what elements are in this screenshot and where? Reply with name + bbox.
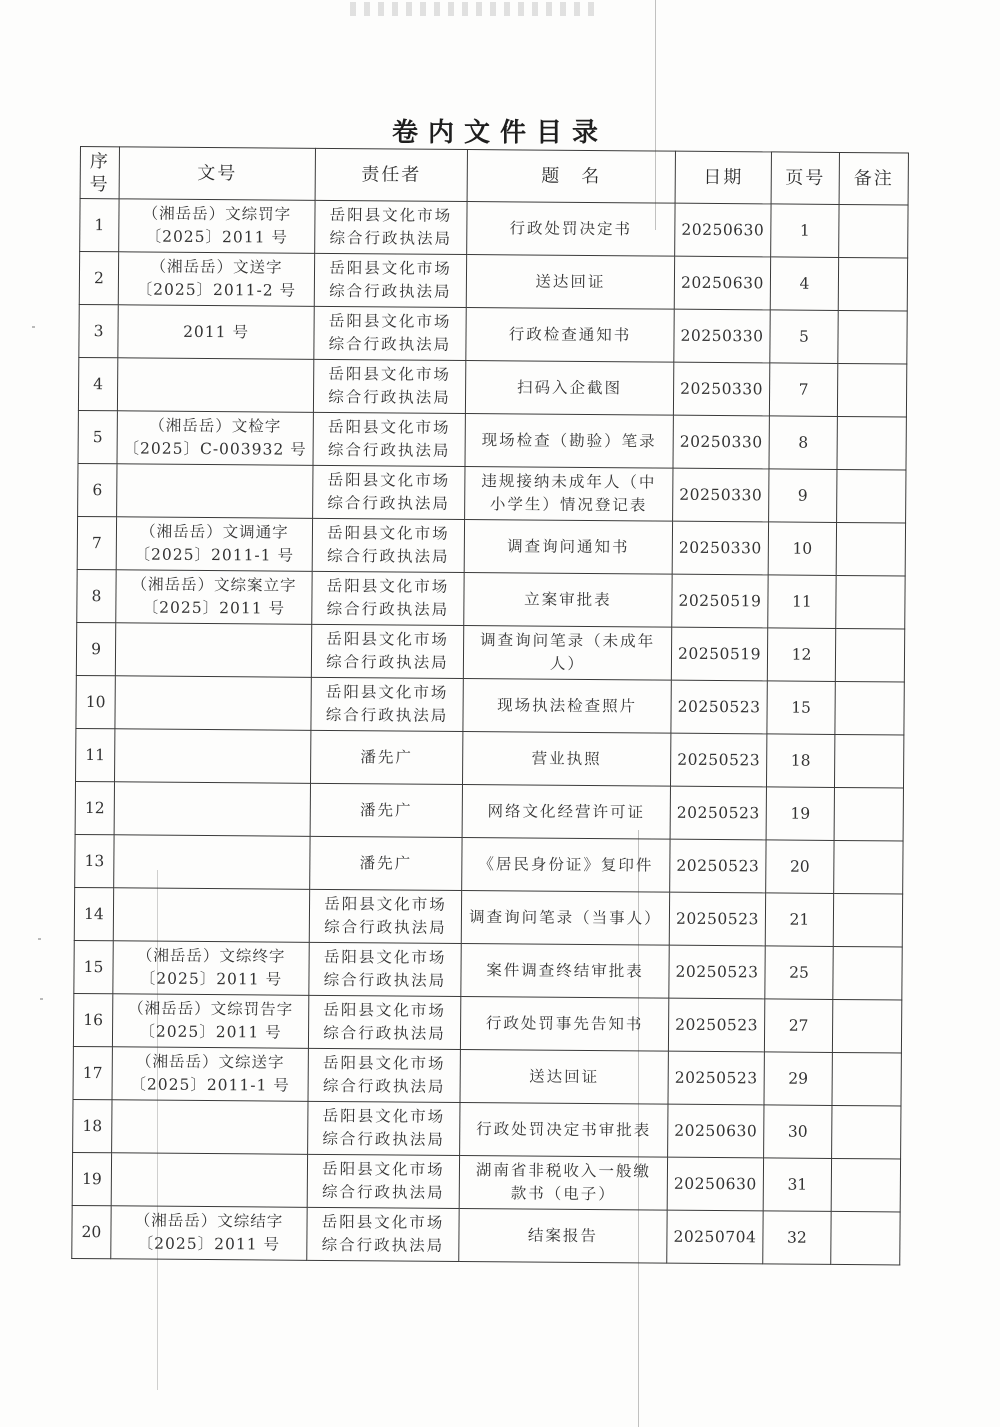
cell-page: 21 [765, 893, 833, 947]
cell-doc-no [118, 252, 314, 307]
doc-no-line: 〔2025〕2011 号 [139, 1022, 282, 1042]
table-row [73, 1046, 901, 1106]
header-remark: 备注 [839, 152, 908, 205]
header-doc-no: 文号 [119, 147, 315, 201]
cell-remark [837, 363, 906, 417]
doc-no-line: 2011 号 [183, 322, 250, 341]
scan-speck [38, 938, 41, 940]
cell-page: 31 [763, 1158, 831, 1212]
responsible-line: 岳阳县文化市场 [328, 311, 452, 331]
subject-line: 现场执法检查照片 [497, 695, 638, 715]
responsible-line: 岳阳县文化市场 [329, 258, 452, 278]
responsible-line: 综合行政执法局 [322, 1076, 446, 1096]
doc-no-line: 〔2025〕2011-2 号 [136, 280, 297, 300]
doc-no-line: （湘岳岳）文调通字 [140, 522, 289, 542]
doc-no-line: 〔2025〕C-003932 号 [123, 439, 307, 459]
subject-line: 调查询问笔录（当事人） [469, 907, 662, 928]
cell-responsible [313, 465, 465, 519]
cell-responsible [314, 253, 466, 307]
table-row [76, 728, 904, 788]
cell-page: 11 [768, 575, 836, 629]
cell-subject [459, 1209, 667, 1264]
cell-remark [835, 628, 904, 682]
cell-date: 20250519 [671, 627, 767, 681]
cell-page: 19 [766, 787, 834, 841]
cell-page: 30 [764, 1105, 832, 1159]
cell-date: 20250523 [668, 998, 764, 1052]
responsible-line: 岳阳县文化市场 [324, 894, 447, 914]
cell-doc-no [113, 888, 309, 943]
subject-line: 营业执照 [531, 749, 602, 768]
responsible-line: 岳阳县文化市场 [329, 205, 453, 225]
cell-page: 9 [769, 469, 837, 523]
cell-date: 20250704 [667, 1210, 763, 1264]
cell-date: 20250523 [668, 1051, 764, 1105]
doc-no-line: 〔2025〕2011 号 [142, 598, 286, 618]
responsible-line: 综合行政执法局 [329, 228, 453, 248]
cell-date: 20250523 [670, 786, 766, 840]
cell-responsible [313, 412, 465, 466]
cell-responsible [314, 306, 466, 360]
cell-subject [466, 255, 674, 310]
responsible-line: 综合行政执法局 [329, 281, 452, 301]
cell-subject [462, 838, 670, 893]
header-date: 日期 [675, 151, 771, 204]
cell-doc-no [116, 517, 312, 572]
cell-subject [466, 308, 674, 363]
responsible-line: 综合行政执法局 [325, 705, 449, 725]
cell-responsible [307, 1207, 459, 1261]
doc-no-line: 〔2025〕2011 号 [145, 227, 289, 247]
cell-seq: 15 [74, 940, 113, 993]
header-responsible: 责任者 [315, 148, 467, 201]
cell-responsible [309, 889, 461, 943]
responsible-line: 综合行政执法局 [327, 493, 451, 513]
cell-page: 10 [768, 522, 836, 576]
cell-subject [465, 361, 673, 416]
responsible-line: 岳阳县文化市场 [325, 682, 449, 702]
cell-responsible [312, 571, 464, 625]
responsible-line: 岳阳县文化市场 [327, 417, 451, 437]
responsible-line: 综合行政执法局 [328, 334, 452, 354]
doc-no-line: （湘岳岳）文综结字 [134, 1211, 284, 1231]
table-row [79, 252, 907, 312]
cell-date: 20250630 [668, 1104, 764, 1158]
cell-date: 20250330 [673, 415, 769, 469]
cell-subject [462, 732, 670, 787]
responsible-line: 综合行政执法局 [326, 546, 450, 566]
cell-doc-no [119, 199, 315, 254]
cell-seq: 5 [78, 410, 117, 463]
cell-date: 20250330 [672, 521, 768, 575]
header-page: 页号 [771, 152, 839, 205]
doc-no-line: 〔2025〕2011 号 [139, 969, 283, 989]
cell-date: 20250630 [674, 256, 770, 310]
cell-responsible [313, 359, 465, 413]
cell-seq: 14 [74, 887, 113, 940]
cell-doc-no [117, 411, 313, 466]
cell-subject [460, 997, 668, 1052]
cell-remark [834, 734, 903, 788]
responsible-line: 潘先广 [360, 747, 414, 767]
scan-speck [32, 326, 35, 328]
cell-responsible [311, 677, 463, 731]
table-row [76, 675, 904, 735]
cell-subject [465, 467, 673, 522]
cell-date: 20250330 [674, 309, 770, 363]
responsible-line: 潘先广 [359, 800, 413, 820]
cell-seq: 7 [77, 516, 116, 569]
subject-line: 案件调查终结审批表 [486, 960, 644, 980]
subject-line: 行政处罚决定书审批表 [476, 1119, 652, 1140]
cell-responsible [308, 1101, 460, 1155]
cell-remark [832, 1052, 901, 1106]
subject-line: 违规接纳未成年人（中 [481, 472, 657, 492]
subject-line: 行政检查通知书 [508, 324, 632, 344]
cell-subject [460, 1103, 668, 1158]
subject-line: 调查询问笔录（未成年 [480, 631, 656, 651]
responsible-line: 岳阳县文化市场 [327, 523, 450, 543]
responsible-line: 岳阳县文化市场 [328, 364, 452, 384]
cell-seq: 13 [75, 834, 114, 887]
cell-remark [835, 681, 904, 735]
doc-no-line: （湘岳岳）文送字 [150, 257, 283, 277]
responsible-line: 综合行政执法局 [321, 1182, 445, 1202]
cell-remark [832, 999, 901, 1053]
subject-line: 送达回证 [529, 1067, 600, 1086]
cell-remark [834, 787, 903, 841]
cell-seq: 19 [72, 1152, 111, 1205]
cell-remark [836, 522, 905, 576]
table-row [75, 834, 903, 894]
cell-remark [831, 1211, 900, 1265]
subject-line: 立案审批表 [524, 590, 612, 609]
cell-responsible [310, 836, 462, 890]
subject-line: 行政处罚决定书 [509, 218, 633, 238]
cell-doc-no [117, 358, 313, 413]
cell-doc-no [111, 1206, 307, 1261]
responsible-line: 综合行政执法局 [322, 1129, 446, 1149]
cell-date: 20250523 [670, 839, 766, 893]
table-body [72, 199, 908, 1265]
responsible-line: 岳阳县文化市场 [322, 1053, 446, 1073]
cell-date: 20250630 [667, 1157, 763, 1211]
responsible-line: 综合行政执法局 [323, 1023, 446, 1043]
cell-doc-no [112, 994, 308, 1049]
cell-date: 20250523 [670, 733, 766, 787]
cell-subject [461, 891, 669, 946]
cell-remark [831, 1158, 900, 1212]
subject-line: 湖南省非税收入一般缴 [475, 1161, 652, 1181]
header-subject: 题 名 [467, 150, 675, 204]
cell-responsible [311, 624, 463, 678]
cell-doc-no [115, 623, 311, 678]
cell-seq: 6 [78, 463, 117, 516]
scan-smudge [350, 2, 600, 16]
table-row [78, 357, 906, 417]
table-row [75, 781, 903, 841]
cell-page: 25 [765, 946, 833, 1000]
cell-page: 12 [767, 628, 835, 682]
cell-doc-no [111, 1153, 307, 1208]
responsible-line: 综合行政执法局 [323, 970, 447, 990]
cell-page: 7 [769, 363, 837, 417]
doc-no-line: 〔2025〕2011-1 号 [134, 545, 295, 565]
subject-line: 现场检查（勘验）笔录 [481, 430, 657, 451]
cell-date: 20250330 [673, 362, 769, 416]
cell-doc-no [112, 1047, 308, 1102]
subject-line: 《居民身份证》复印件 [478, 854, 654, 875]
cell-remark [836, 575, 905, 629]
cell-seq: 17 [73, 1046, 112, 1099]
responsible-line: 综合行政执法局 [328, 387, 451, 407]
responsible-line: 岳阳县文化市场 [323, 947, 447, 967]
cell-page: 32 [763, 1211, 831, 1265]
cell-page: 20 [766, 840, 834, 894]
cell-remark [838, 257, 907, 311]
doc-no-line: （湘岳岳）文综终字 [136, 946, 286, 966]
subject-line: 人） [549, 654, 586, 673]
responsible-line: 岳阳县文化市场 [321, 1212, 445, 1232]
cell-remark [834, 840, 903, 894]
cell-page: 1 [771, 204, 839, 258]
subject-line: 款书（电子） [510, 1184, 616, 1204]
responsible-line: 岳阳县文化市场 [322, 1159, 445, 1179]
cell-date: 20250519 [672, 574, 768, 628]
cell-page: 8 [769, 416, 837, 470]
subject-line: 小学生）情况登记表 [489, 495, 648, 515]
table-row [78, 410, 906, 470]
subject-line: 网络文化经营许可证 [487, 801, 646, 821]
cell-subject [463, 679, 671, 734]
table-row [73, 1099, 901, 1159]
cell-subject [465, 414, 673, 469]
cell-seq: 3 [79, 304, 118, 357]
table-row [80, 199, 908, 259]
responsible-line: 岳阳县文化市场 [323, 1000, 447, 1020]
cell-remark [832, 1105, 901, 1159]
cell-seq: 4 [78, 357, 117, 410]
cell-page: 4 [770, 257, 838, 311]
subject-line: 行政处罚事先告知书 [485, 1013, 644, 1033]
cell-subject [460, 1050, 668, 1105]
table-header-row [80, 147, 908, 206]
responsible-line: 综合行政执法局 [327, 440, 451, 460]
table-row [77, 569, 905, 629]
doc-no-line: 〔2025〕2011 号 [137, 1234, 281, 1254]
cell-seq: 10 [76, 675, 115, 728]
cell-subject [464, 573, 672, 628]
cell-doc-no [113, 941, 309, 996]
cell-subject [463, 626, 671, 681]
cell-page: 15 [767, 681, 835, 735]
table-row [78, 463, 906, 523]
cell-seq: 2 [79, 252, 118, 305]
cell-doc-no [114, 782, 310, 837]
responsible-line: 岳阳县文化市场 [322, 1106, 446, 1126]
cell-subject [464, 520, 672, 575]
doc-no-line: （湘岳岳）文综案立字 [131, 575, 297, 595]
responsible-line: 岳阳县文化市场 [326, 629, 449, 649]
cell-page: 29 [764, 1052, 832, 1106]
table-row [72, 1152, 900, 1212]
cell-responsible [307, 1154, 459, 1208]
cell-responsible [310, 783, 462, 837]
table-row [74, 940, 902, 1000]
cell-date: 20250523 [671, 680, 767, 734]
cell-seq: 20 [72, 1205, 111, 1258]
cell-date: 20250523 [669, 945, 765, 999]
cell-remark [837, 416, 906, 470]
doc-no-line: （湘岳岳）文综罚字 [142, 204, 292, 224]
table-row [74, 887, 902, 947]
doc-no-line: 〔2025〕2011-1 号 [130, 1075, 290, 1095]
table-row [73, 993, 901, 1053]
cell-remark [838, 310, 907, 364]
responsible-line: 综合行政执法局 [326, 599, 450, 619]
cell-responsible [312, 518, 464, 572]
cell-remark [837, 469, 906, 523]
cell-doc-no [116, 570, 312, 625]
catalog-table [71, 146, 909, 1265]
subject-line: 结案报告 [527, 1226, 599, 1245]
cell-page: 5 [770, 310, 838, 364]
doc-no-line: （湘岳岳）文检字 [149, 416, 282, 436]
cell-date: 20250630 [675, 203, 771, 257]
responsible-line: 岳阳县文化市场 [326, 576, 450, 596]
cell-remark [839, 204, 908, 258]
responsible-line: 综合行政执法局 [321, 1235, 445, 1255]
cell-page: 27 [764, 999, 832, 1053]
cell-doc-no [115, 729, 311, 784]
cell-seq: 9 [76, 622, 115, 675]
table-row [79, 304, 907, 364]
cell-subject [461, 944, 669, 999]
cell-doc-no [112, 1100, 308, 1155]
doc-no-line: （湘岳岳）文综送字 [135, 1052, 285, 1072]
cell-doc-no [118, 305, 314, 360]
cell-responsible [309, 942, 461, 996]
cell-doc-no [115, 676, 311, 731]
cell-seq: 16 [73, 993, 112, 1046]
cell-remark [833, 946, 902, 1000]
header-seq: 序号 [80, 147, 119, 199]
cell-responsible [315, 200, 467, 254]
subject-line: 扫码入企截图 [517, 377, 623, 397]
table-row [77, 516, 905, 576]
cell-remark [833, 893, 902, 947]
subject-line: 调查询问通知书 [507, 536, 630, 556]
subject-line: 送达回证 [535, 272, 606, 291]
responsible-line: 综合行政执法局 [326, 652, 449, 672]
table-row [72, 1205, 900, 1265]
cell-page: 18 [766, 734, 834, 788]
cell-date: 20250523 [669, 892, 765, 946]
cell-subject [462, 785, 670, 840]
cell-subject [459, 1156, 667, 1211]
cell-seq: 8 [77, 569, 116, 622]
scan-speck [40, 998, 43, 1000]
page-title: 卷内文件目录 [391, 118, 608, 148]
cell-seq: 18 [73, 1099, 112, 1152]
doc-no-line: （湘岳岳）文综罚告字 [128, 999, 294, 1019]
responsible-line: 潘先广 [359, 853, 413, 873]
responsible-line: 岳阳县文化市场 [327, 470, 451, 490]
cell-doc-no [114, 835, 310, 890]
cell-responsible [308, 995, 460, 1049]
cell-subject [467, 202, 675, 257]
cell-doc-no [117, 464, 313, 519]
cell-responsible [308, 1048, 460, 1102]
cell-date: 20250330 [673, 468, 769, 522]
table-row [76, 622, 904, 682]
cell-seq: 1 [80, 199, 119, 252]
cell-seq: 11 [76, 728, 115, 781]
responsible-line: 综合行政执法局 [324, 917, 447, 937]
cell-responsible [311, 730, 463, 784]
cell-seq: 12 [75, 781, 114, 834]
